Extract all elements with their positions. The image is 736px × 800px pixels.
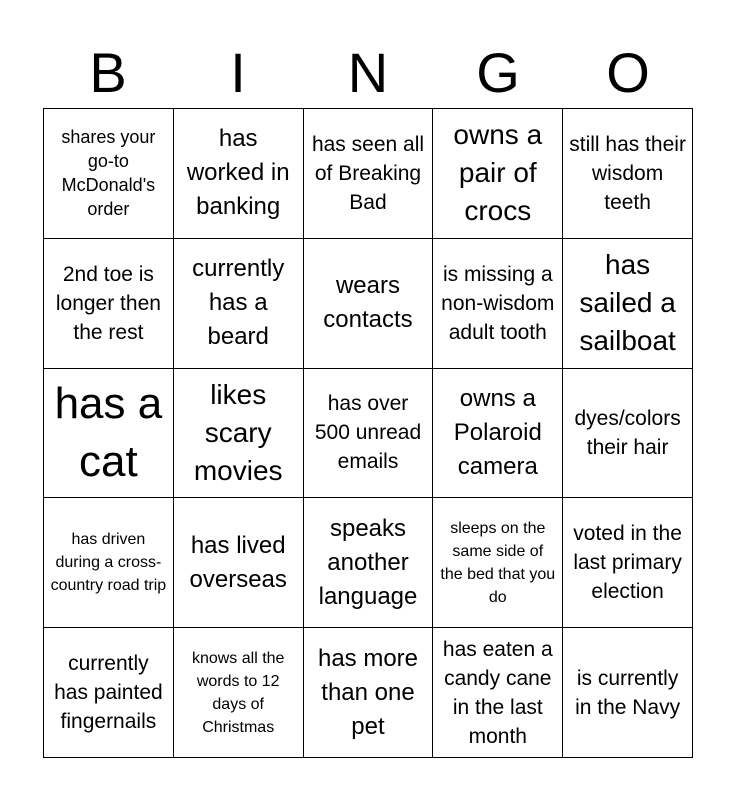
- cell-text: has a cat: [54, 378, 163, 486]
- cell-text: voted in the last primary election: [573, 522, 682, 604]
- cell-text: has lived overseas: [189, 531, 287, 593]
- cell-text: has over 500 unread emails: [314, 392, 422, 474]
- bingo-cell[interactable]: [174, 369, 304, 499]
- bingo-header: [43, 38, 693, 108]
- bingo-cell[interactable]: [433, 239, 563, 369]
- cell-text: speaks another language: [318, 514, 418, 610]
- bingo-cell[interactable]: [563, 239, 693, 369]
- bingo-cell[interactable]: [563, 109, 693, 239]
- cell-text: is currently in the Navy: [575, 666, 681, 719]
- cell-text: has sailed a sailboat: [579, 249, 676, 357]
- header-letter-g: G: [476, 41, 520, 104]
- bingo-cell[interactable]: [433, 628, 563, 758]
- bingo-cell[interactable]: [304, 369, 434, 499]
- bingo-cell[interactable]: [433, 498, 563, 628]
- cell-text: owns a pair of crocs: [453, 119, 543, 227]
- cell-text: currently has painted fingernails: [54, 652, 163, 734]
- bingo-cell[interactable]: [174, 239, 304, 369]
- header-letter-n: N: [347, 41, 389, 104]
- cell-text: wears contacts: [323, 272, 413, 334]
- cell-text: has worked in banking: [186, 125, 290, 221]
- bingo-cell[interactable]: [174, 109, 304, 239]
- bingo-cell[interactable]: [563, 498, 693, 628]
- cell-text: still has their wisdom teeth: [569, 132, 686, 214]
- cell-text: dyes/colors their hair: [574, 406, 681, 459]
- cell-text: knows all the words to 12 days of Christmas: [191, 649, 285, 736]
- bingo-cell[interactable]: [44, 498, 174, 628]
- bingo-board: [43, 108, 693, 758]
- bingo-cell[interactable]: [44, 109, 174, 239]
- bingo-cell[interactable]: [433, 109, 563, 239]
- cell-text: sleeps on the same side of the bed that you do: [440, 519, 556, 606]
- bingo-cell[interactable]: [44, 239, 174, 369]
- header-letter-o: O: [606, 41, 650, 104]
- bingo-cell[interactable]: [433, 369, 563, 499]
- cell-text: likes scary movies: [193, 378, 283, 486]
- cell-text: owns a Polaroid camera: [453, 384, 542, 480]
- cell-text: has driven during a cross-country road trip: [50, 531, 167, 595]
- bingo-cell[interactable]: [563, 628, 693, 758]
- bingo-cell[interactable]: [563, 369, 693, 499]
- bingo-cell[interactable]: [304, 628, 434, 758]
- header-letter-b: B: [89, 41, 127, 104]
- cell-text: is missing a non-wisdom adult tooth: [441, 262, 555, 344]
- cell-text: has more than one pet: [317, 644, 419, 740]
- cell-text: 2nd toe is longer then the rest: [55, 262, 161, 344]
- bingo-cell[interactable]: [304, 109, 434, 239]
- header-letter-i: I: [230, 41, 246, 104]
- bingo-cell[interactable]: [44, 369, 174, 499]
- cell-text: has eaten a candy cane in the last month: [442, 637, 553, 748]
- cell-text: shares your go-to McDonald's order: [61, 127, 156, 220]
- cell-text: has seen all of Breaking Bad: [311, 132, 425, 214]
- bingo-cell[interactable]: [44, 628, 174, 758]
- bingo-cell[interactable]: [304, 498, 434, 628]
- bingo-cell[interactable]: [174, 498, 304, 628]
- cell-text: currently has a beard: [192, 255, 285, 351]
- bingo-cell[interactable]: [174, 628, 304, 758]
- bingo-cell[interactable]: [304, 239, 434, 369]
